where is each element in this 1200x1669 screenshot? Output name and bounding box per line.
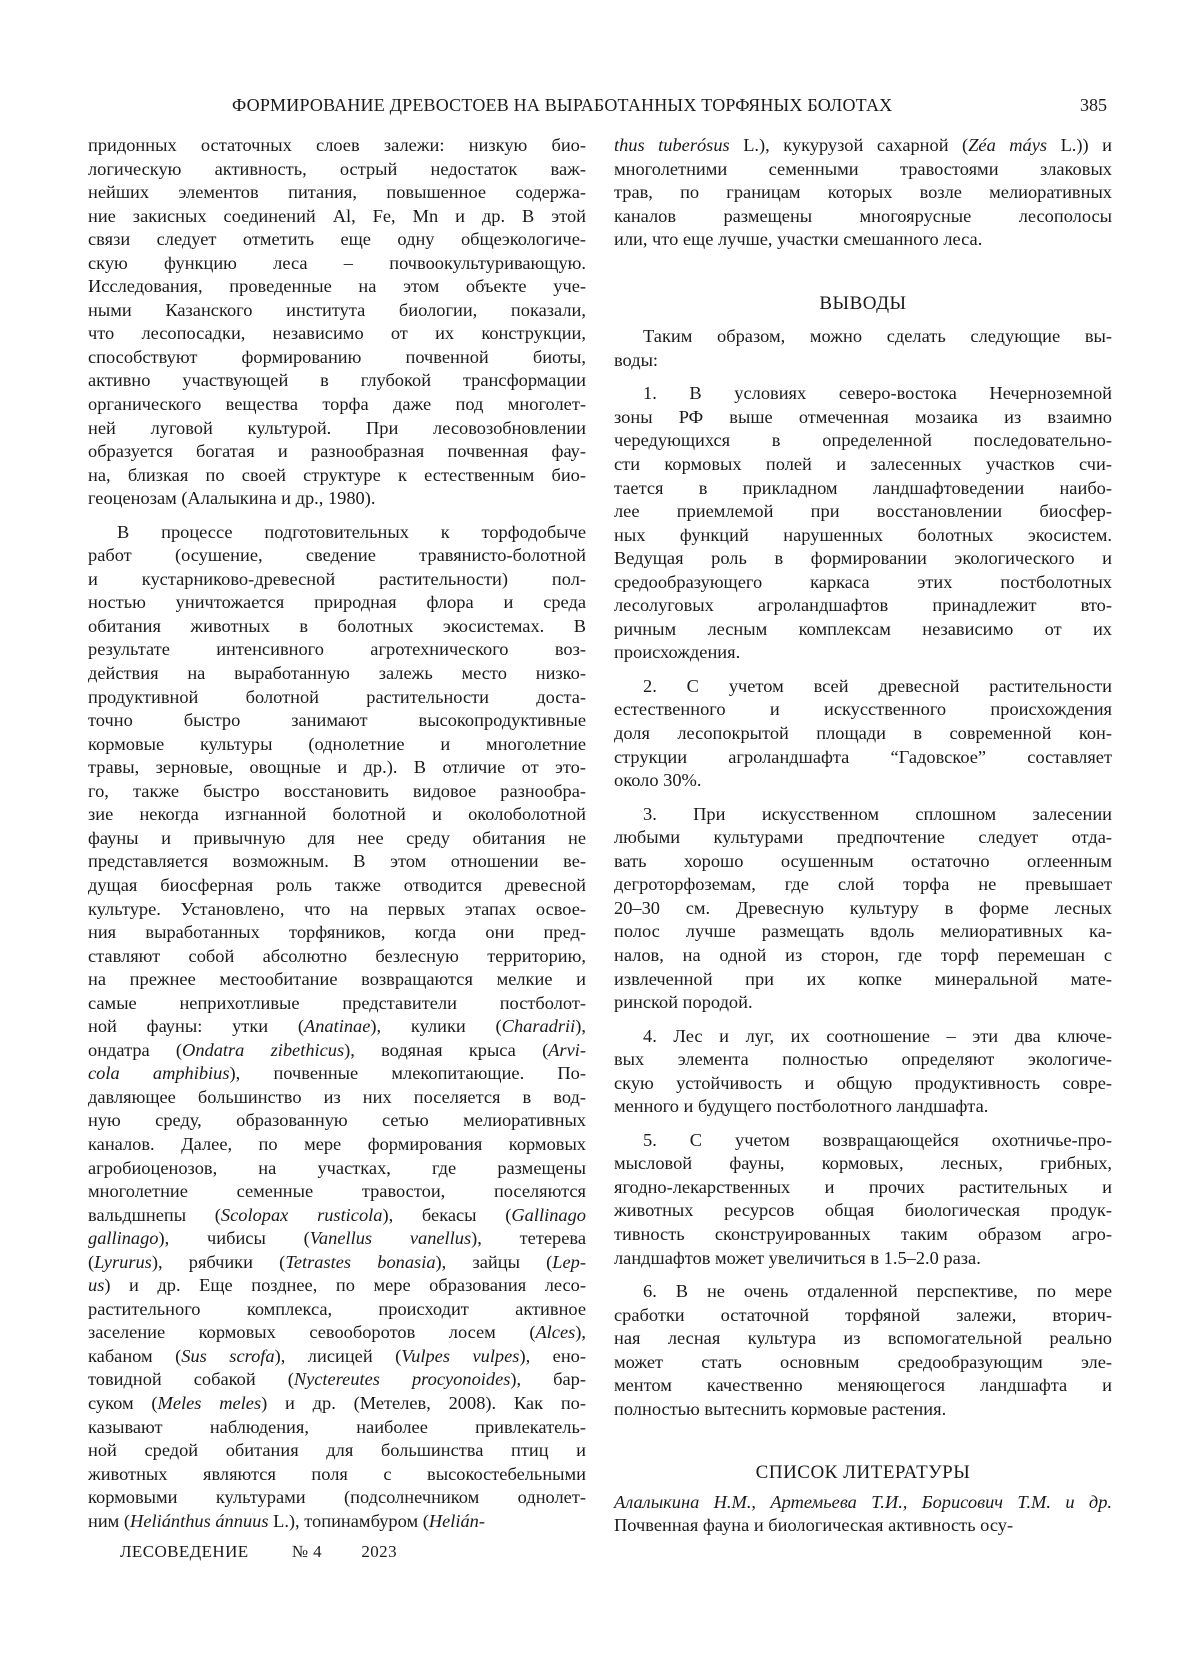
text-line: животных ресурсов общая биологическая продук- (614, 1200, 1112, 1221)
references-heading: СПИСОК ЛИТЕРАТУРЫ (755, 1462, 971, 1484)
text-line: самые неприхотливые представители постболот- (88, 992, 586, 1013)
text-line: ландшафтов может увеличиться в 1.5–2.0 раза. (614, 1247, 981, 1268)
text-line: Таким образом, можно сделать следующие вы- (643, 326, 1112, 347)
text-line: лее приемлемой при восстановлении биосфер- (614, 501, 1112, 522)
text-line: представляется возможным. В этом отношении ве- (88, 851, 586, 872)
text-line: ринской породой. (614, 992, 753, 1013)
text-line: (Lyrurus), рябчики (Tetrastes bonasia), зайцы (Lep- (88, 1251, 586, 1272)
text-line: активно участвующей в глубокой трансформации (88, 370, 586, 391)
text-line: ния выработанных торфяников, когда они пред- (88, 922, 586, 943)
text-line: лесолуговых агроландшафтов принадлежит вто- (614, 595, 1112, 616)
conclusions-heading: ВЫВОДЫ (819, 292, 907, 314)
year: 2023 (361, 1542, 397, 1561)
text-line: ными Казанского института биологии, показали, (88, 299, 586, 320)
text-line: каналов размещены многоярусные лесополосы (614, 205, 1112, 226)
text-line: на прежнее местообитание возвращаются мелкие и (88, 969, 586, 990)
text-line: может стать основным средообразующим эле- (614, 1351, 1112, 1372)
paragraph (88, 134, 586, 511)
text-line: cola amphibius), почвенные млекопитающие. По- (88, 1063, 586, 1084)
text-line: 3. При искусственном сплошном залесении (643, 803, 1112, 824)
text-line: менного и будущего постболотного ландшафта. (614, 1096, 989, 1117)
text-line: культуре. Установлено, что на первых этапах освое- (88, 898, 586, 919)
page-number: 385 (1080, 95, 1107, 115)
text-line: на, близкая по своей структуре к естественным био- (88, 464, 586, 485)
text-line: вать хорошо осушенным остаточно оглеенным (614, 850, 1112, 871)
text-line: струкции агроландшафта “Гадовское” составляет (614, 746, 1112, 767)
reference-entry (614, 1491, 1112, 1538)
text-line: ним (Heliánthus ánnuus L.), топинамбуром (Helián- (88, 1510, 486, 1531)
text-line: 2. С учетом всей древесной растительности (643, 675, 1112, 696)
text-line: В процессе подготовительных к торфодобыче (117, 521, 586, 542)
paragraph-gap (614, 1015, 1112, 1025)
conclusions-intro (614, 325, 1112, 372)
text-line: извлеченной при их копке минеральной мате- (614, 968, 1112, 989)
issue-number: № 4 (291, 1542, 323, 1561)
right-column (614, 134, 1112, 1538)
text-line: чередующихся в определенной последовательно- (614, 430, 1112, 451)
text-line: фауны и привычную для нее среду обитания не (88, 827, 586, 848)
text-line: кабаном (Sus scrofa), лисицей (Vulpes vulpes), ено- (88, 1345, 586, 1366)
text-line: ставляют собой абсолютно безлесную территорию, (88, 945, 586, 966)
text-line: ная лесная культура из вспомогательной реально (614, 1328, 1112, 1349)
text-line: нейших элементов питания, повышенное содержа- (88, 182, 586, 203)
text-line: дущая биосферная роль также отводится древесной (88, 874, 586, 895)
section-gap (614, 1421, 1112, 1461)
text-line: сработки остаточной торфяной залежи, вторич- (614, 1304, 1112, 1325)
text-line: полос лучше размещать вдоль мелиоративных ка- (614, 921, 1112, 942)
text-line: ондатра (Ondatra zibethicus), водяная крыса (Arvi- (88, 1039, 586, 1060)
text-line: точно быстро занимают высокопродуктивные (88, 710, 586, 731)
text-line: вых элемента полностью определяют экологиче- (614, 1049, 1112, 1070)
text-line: связи следует отметить еще одну общеэкологиче- (88, 229, 586, 250)
text-line: gallinago), чибисы (Vanellus vanellus), тетерева (88, 1228, 586, 1249)
paragraph-gap (614, 372, 1112, 382)
text-line: скую устойчивость и общую продуктивность совре- (614, 1072, 1112, 1093)
text-line: ной средой обитания для большинства птиц и (88, 1440, 586, 1461)
conclusion-item-5 (614, 1129, 1112, 1270)
text-line: кормовые культуры (однолетние и многолетние (88, 733, 586, 754)
text-line: обитания животных в болотных экосистемах. В (88, 615, 586, 636)
paragraph (614, 134, 1112, 252)
text-line: Ведущая роль в формировании экологического и (614, 548, 1112, 569)
paragraph-gap (614, 793, 1112, 803)
text-line: растительного комплекса, происходит активное (88, 1298, 586, 1319)
text-line: Алалыкина Н.М., Артемьева Т.И., Борисович Т.М. и др. (614, 1491, 1112, 1512)
text-line: Исследования, проведенные на этом объекте уче- (88, 276, 586, 297)
text-line: около 30%. (614, 770, 702, 791)
paragraph-gap (88, 511, 586, 521)
text-line: способствуют формированию почвенной биоты, (88, 346, 586, 367)
text-line: налов, на одной из сторон, где торф перемешан с (614, 944, 1112, 965)
text-line: ние закисных соединений Al, Fe, Mn и др. В этой (88, 205, 586, 226)
text-line: естественного и искусственного происхождения (614, 699, 1112, 720)
text-line: средообразующего каркаса этих постболотных (614, 571, 1112, 592)
text-line: 5. С учетом возвращающейся охотничье-про- (643, 1129, 1112, 1150)
text-line: зоны РФ выше отмеченная мозаика из взаимно (614, 406, 1112, 427)
text-line: воды: (614, 349, 659, 370)
text-line: многолетние семенные травостои, поселяются (88, 1181, 586, 1202)
text-line: us) и др. Еще позднее, по мере образования лесо- (88, 1275, 586, 1296)
text-line: 1. В условиях северо-востока Нечерноземной (643, 383, 1112, 404)
left-column (88, 134, 586, 1533)
text-line: и кустарниково-древесной растительности) пол- (88, 568, 586, 589)
text-line: Почвенная фауна и биологическая активность осу- (614, 1515, 1014, 1536)
text-line: зие некогда изгнанной болотной и околоболотной (88, 804, 586, 825)
text-line: суком (Meles meles) и др. (Метелев, 2008). Как по- (88, 1392, 586, 1413)
text-line: ных функций нарушенных болотных экосистем. (614, 524, 1112, 545)
text-line: результате интенсивного агротехнического воз- (88, 639, 586, 660)
text-line: что лесопосадки, независимо от их конструкции, (88, 323, 586, 344)
text-line: 4. Лес и луг, их соотношение – эти два ключе- (643, 1025, 1112, 1046)
text-line: thus tuberósus L.), кукурузой сахарной (Zéa máys L.)) и (614, 135, 1112, 155)
text-line: геоценозам (Алалыкина и др., 1980). (88, 488, 376, 509)
running-title: ФОРМИРОВАНИЕ ДРЕВОСТОЕВ НА ВЫРАБОТАННЫХ ТОРФЯНЫХ БОЛОТАХ (232, 95, 893, 115)
text-line: мысловой фауны, кормовых, лесных, грибных, (614, 1153, 1112, 1174)
text-line: заселение кормовых севооборотов лосем (Alces), (88, 1322, 586, 1343)
text-line: агробиоценозов, на участках, где размещены (88, 1157, 586, 1178)
text-line: действия на выработанную залежь место низко- (88, 663, 586, 684)
text-line: работ (осушение, сведение травянисто-болотной (88, 545, 586, 566)
text-line: придонных остаточных слоев залежи: низкую био- (88, 135, 586, 155)
text-line: или, что еще лучше, участки смешанного леса. (614, 229, 983, 250)
text-line: тается в прикладном ландшафтоведении наибо- (614, 477, 1112, 498)
section-gap (614, 252, 1112, 292)
text-line: казывают наблюдения, наиболее привлекатель- (88, 1416, 586, 1437)
text-line: ную среду, образованную сетью мелиоративных (88, 1110, 586, 1131)
text-line: ней луговой культурой. При лесовозобновлении (88, 417, 586, 438)
text-line: логическую активность, острый недостаток важ- (88, 158, 586, 179)
text-line: ментом качественно меняющегося ландшафта и (614, 1375, 1112, 1396)
conclusion-item-2 (614, 675, 1112, 793)
paragraph-gap (614, 665, 1112, 675)
text-line: давляющее большинство из них поселяется в вод- (88, 1086, 586, 1107)
text-line: полностью вытеснить кормовые растения. (614, 1398, 947, 1419)
conclusion-item-4 (614, 1025, 1112, 1119)
text-line: травы, зерновые, овощные и др.). В отличие от это- (88, 757, 586, 778)
paragraph (88, 521, 586, 1534)
text-line: товидной собакой (Nyctereutes procyonoides), бар- (88, 1369, 586, 1390)
text-line: животных являются поля с высокостебельными (88, 1463, 586, 1484)
text-line: 6. В не очень отдаленной перспективе, по мере (643, 1281, 1112, 1302)
text-line: сти кормовых полей и залесенных участков счи- (614, 454, 1112, 475)
text-line: каналов. Далее, по мере формирования кормовых (88, 1133, 586, 1154)
journal-name: ЛЕСОВЕДЕНИЕ (120, 1542, 249, 1561)
conclusion-item-3 (614, 803, 1112, 1015)
text-line: кормовыми культурами (подсолнечником однолет- (88, 1487, 586, 1508)
conclusion-item-6 (614, 1280, 1112, 1421)
text-line: любыми культурами предпочтение следует отда- (614, 827, 1112, 848)
conclusion-item-1 (614, 382, 1112, 665)
paragraph-gap (614, 1119, 1112, 1129)
text-line: 20–30 см. Древесную культуру в форме лесных (614, 897, 1112, 918)
text-line: многолетними семенными травостоями злаковых (614, 158, 1112, 179)
text-line: го, также быстро восстановить видовое разнообра- (88, 780, 586, 801)
text-line: ягодно-лекарственных и прочих растительных и (614, 1176, 1112, 1197)
text-line: органического вещества торфа даже под многолет- (88, 394, 586, 415)
text-line: ностью уничтожается природная флора и среда (88, 592, 586, 613)
text-line: ной фауны: утки (Anatinae), кулики (Charadrii), (88, 1016, 586, 1037)
section-gap (614, 315, 1112, 325)
text-line: происхождения. (614, 642, 741, 663)
text-line: трав, по границам которых возле мелиоративных (614, 182, 1112, 203)
journal-footer (120, 1542, 397, 1562)
text-line: доля лесопокрытой площади в современной кон- (614, 723, 1112, 744)
text-line: ричным лесным комплексам независимо от их (614, 618, 1112, 639)
text-line: вальдшнепы (Scolopax rusticola), бекасы (Gallinago (88, 1204, 586, 1225)
paragraph-gap (614, 1270, 1112, 1280)
text-line: образуется богатая и разнообразная почвенная фау- (88, 441, 586, 462)
text-line: тивность сконструированных таким образом агро- (614, 1223, 1112, 1244)
text-line: скую функцию леса – почвоокультуривающую. (88, 252, 586, 273)
text-line: дегроторфоземам, где слой торфа не превышает (614, 874, 1112, 895)
text-line: продуктивной болотной растительности доста- (88, 686, 586, 707)
